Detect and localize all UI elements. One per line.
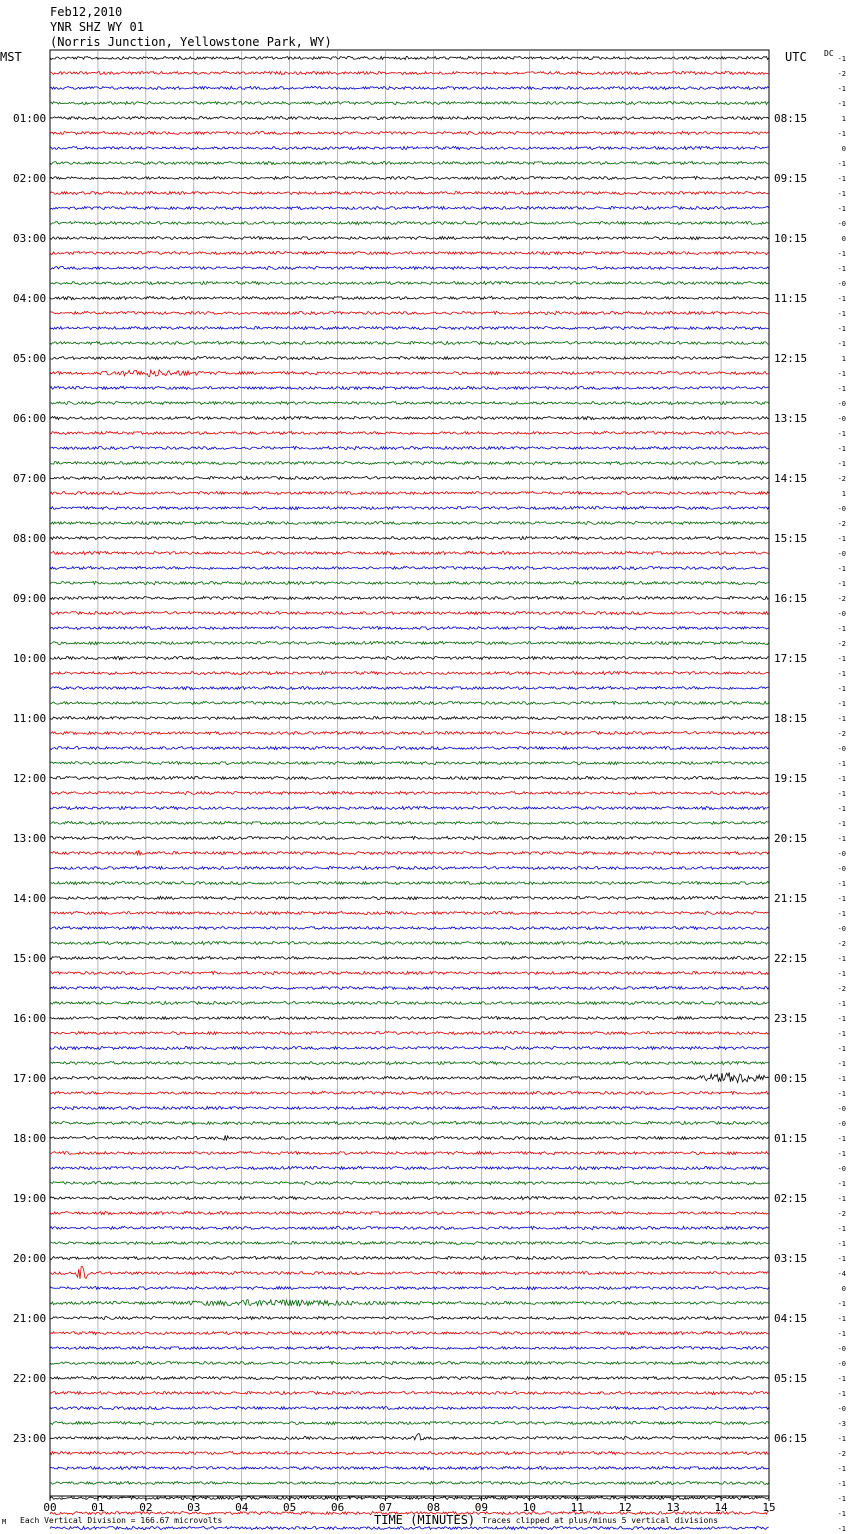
- seismic-trace: [50, 86, 769, 89]
- x-tick-label: 05: [283, 1501, 297, 1514]
- seismic-trace: [50, 1267, 769, 1279]
- left-hour-label: 06:00: [13, 412, 47, 425]
- dc-offset-label: -1: [837, 820, 846, 828]
- left-hour-label: 16:00: [13, 1012, 47, 1025]
- x-tick-label: 15: [762, 1501, 776, 1514]
- left-hour-label: 04:00: [13, 292, 47, 305]
- seismic-trace: [50, 836, 769, 839]
- x-tick-label: 06: [330, 1501, 345, 1514]
- seismic-trace: [50, 281, 769, 284]
- right-hour-label: 10:15: [774, 232, 808, 245]
- dc-offset-label: -0: [837, 1165, 846, 1173]
- right-hour-label: 18:15: [774, 712, 808, 725]
- left-hour-label: 01:00: [13, 112, 47, 125]
- dc-offset-label: -0: [837, 1120, 846, 1128]
- right-hour-label: 22:15: [774, 952, 808, 965]
- dc-offset-label: -0: [837, 550, 846, 558]
- x-tick-label: 14: [714, 1501, 728, 1514]
- dc-offset-label: -1: [837, 670, 846, 678]
- dc-offset-label: 1: [841, 490, 846, 498]
- left-hour-label: 10:00: [13, 652, 47, 665]
- left-hour-label: 02:00: [13, 172, 47, 185]
- seismic-trace: [50, 476, 769, 479]
- dc-offset-label: -1: [837, 535, 846, 543]
- dc-offset-label: -1: [837, 1435, 846, 1443]
- station-label: YNR SHZ WY 01: [50, 20, 144, 34]
- seismic-trace: [50, 1072, 769, 1082]
- seismic-trace: [50, 1061, 769, 1064]
- left-hour-label: 23:00: [13, 1432, 47, 1445]
- seismic-trace: [50, 986, 769, 989]
- seismic-trace: [50, 1451, 769, 1454]
- seismic-trace: [50, 1135, 769, 1140]
- seismic-trace: [50, 236, 769, 239]
- right-hour-label: 13:15: [774, 412, 808, 425]
- right-hour-label: 21:15: [774, 892, 808, 905]
- dc-offset-label: -1: [837, 910, 846, 918]
- dc-offset-label: -1: [837, 430, 846, 438]
- dc-offset-label: -1: [837, 1195, 846, 1203]
- seismic-trace: [50, 1406, 769, 1409]
- seismic-trace: [50, 536, 769, 539]
- clip-note: Traces clipped at plus/minus 5 vertical divisions: [482, 1516, 719, 1525]
- dc-offset-label: 1: [841, 115, 846, 123]
- seismic-trace: [50, 117, 769, 120]
- dc-offset-label: -1: [837, 1480, 846, 1488]
- x-tick-label: 03: [187, 1501, 201, 1514]
- seismic-trace: [50, 896, 769, 899]
- right-hour-label: 12:15: [774, 352, 808, 365]
- seismic-trace: [50, 716, 769, 719]
- seismic-trace: [50, 776, 769, 779]
- seismic-trace: [50, 296, 769, 299]
- seismic-trace: [50, 911, 769, 914]
- right-hour-label: 15:15: [774, 532, 808, 545]
- seismic-trace: [50, 1091, 769, 1094]
- seismic-trace: [50, 251, 769, 254]
- seismic-trace: [50, 1031, 769, 1034]
- x-tick-label: 01: [91, 1501, 105, 1514]
- dc-offset-label: -1: [837, 1390, 846, 1398]
- dc-offset-label: -1: [837, 1180, 846, 1188]
- seismic-trace: [50, 161, 769, 164]
- x-tick-label: 04: [235, 1501, 249, 1514]
- seismic-trace: [50, 401, 769, 404]
- dc-offset-label: -0: [837, 505, 846, 513]
- left-hour-label: 18:00: [13, 1132, 47, 1145]
- seismic-trace: [50, 191, 769, 194]
- dc-offset-label: -2: [837, 520, 846, 528]
- left-hour-label: 14:00: [13, 892, 47, 905]
- right-hour-label: 19:15: [774, 772, 808, 785]
- dc-offset-label: -1: [837, 55, 846, 63]
- right-hour-label: 20:15: [774, 832, 808, 845]
- seismic-trace: [50, 370, 769, 377]
- dc-offset-label: -1: [837, 310, 846, 318]
- seismic-trace: [50, 1481, 769, 1484]
- dc-offset-label: -1: [837, 445, 846, 453]
- dc-offset-label: 0: [841, 1285, 846, 1293]
- seismic-trace: [50, 311, 769, 314]
- footer-mark: M: [2, 1518, 7, 1526]
- x-tick-label: 09: [474, 1501, 489, 1514]
- seismic-trace: [50, 356, 769, 359]
- dc-offset-label: -0: [837, 280, 846, 288]
- dc-offset-label: -1: [837, 1255, 846, 1263]
- dc-offset-label: -0: [837, 1105, 846, 1113]
- dc-offset-label: -0: [837, 745, 846, 753]
- dc-offset-label: -1: [837, 790, 846, 798]
- x-tick-label: 13: [666, 1501, 680, 1514]
- date-label: Feb12,2010: [50, 5, 123, 19]
- seismic-trace: [50, 747, 769, 750]
- seismic-trace: [50, 806, 769, 809]
- dc-offset-label: -1: [837, 460, 846, 468]
- dc-offset-label: -0: [837, 1405, 846, 1413]
- dc-offset-label: -1: [837, 1015, 846, 1023]
- x-tick-label: 10: [522, 1501, 536, 1514]
- dc-offset-label: -0: [837, 400, 846, 408]
- right-hour-label: 00:15: [774, 1072, 808, 1085]
- seismic-trace: [50, 1241, 769, 1244]
- left-hour-label: 17:00: [13, 1072, 47, 1085]
- seismic-trace: [50, 1106, 769, 1109]
- dc-offset-label: -1: [837, 1090, 846, 1098]
- seismic-trace: [50, 1226, 769, 1229]
- location-label: (Norris Junction, Yellowstone Park, WY): [50, 35, 332, 49]
- seismic-trace: [50, 416, 769, 419]
- seismic-trace: [50, 506, 769, 509]
- dc-offset-label: -3: [837, 1420, 846, 1428]
- seismic-trace: [50, 446, 769, 449]
- seismic-trace: [50, 866, 769, 869]
- dc-offset-label: -1: [837, 805, 846, 813]
- left-hour-labels: [13, 112, 46, 1445]
- dc-offset-label: -2: [837, 595, 846, 603]
- dc-offset-label: -0: [837, 1345, 846, 1353]
- seismic-trace: [50, 551, 769, 554]
- right-hour-label: 01:15: [774, 1132, 808, 1145]
- dc-offset-label: -2: [837, 1450, 846, 1458]
- dc-offset-labels: [838, 55, 846, 1534]
- dc-offset-label: -1: [837, 955, 846, 963]
- dc-offset-label: -0: [837, 415, 846, 423]
- dc-offset-label: -2: [837, 475, 846, 483]
- dc-offset-label: -0: [837, 610, 846, 618]
- dc-offset-label: -1: [837, 325, 846, 333]
- seismic-trace: [50, 1286, 769, 1289]
- dc-offset-label: -2: [837, 1210, 846, 1218]
- dc-offset-label: -0: [837, 220, 846, 228]
- dc-offset-label: -4: [837, 1270, 846, 1278]
- dc-offset-label: -1: [837, 1300, 846, 1308]
- dc-offset-label: -1: [837, 250, 846, 258]
- seismic-trace: [50, 1466, 769, 1469]
- dc-offset-label: -0: [837, 850, 846, 858]
- seismic-trace: [50, 1421, 769, 1424]
- dc-offset-label: -1: [837, 685, 846, 693]
- dc-offset-label: -1: [837, 1000, 846, 1008]
- seismic-trace: [50, 686, 769, 689]
- dc-offset-label: -1: [837, 175, 846, 183]
- dc-offset-label: -1: [837, 205, 846, 213]
- dc-offset-label: -0: [837, 865, 846, 873]
- seismic-trace: [50, 341, 769, 344]
- left-hour-label: 20:00: [13, 1252, 47, 1265]
- right-hour-label: 02:15: [774, 1192, 808, 1205]
- trace-group: [50, 56, 769, 1534]
- seismic-trace: [50, 850, 769, 855]
- dc-offset-label: -1: [837, 340, 846, 348]
- seismic-trace: [50, 1300, 769, 1307]
- seismic-trace: [50, 626, 769, 629]
- seismic-trace: [50, 761, 769, 764]
- left-hour-label: 15:00: [13, 952, 47, 965]
- right-hour-label: 06:15: [774, 1432, 808, 1445]
- dc-offset-label: -1: [837, 1075, 846, 1083]
- dc-offset-label: -2: [837, 940, 846, 948]
- dc-offset-label: -1: [837, 85, 846, 93]
- dc-offset-label: -0: [837, 1360, 846, 1368]
- seismic-trace: [50, 1391, 769, 1394]
- left-hour-label: 12:00: [13, 772, 47, 785]
- dc-offset-label: 0: [841, 145, 846, 153]
- dc-offset-label: -1: [837, 1240, 846, 1248]
- right-hour-label: 14:15: [774, 472, 808, 485]
- dc-offset-label: -2: [837, 70, 846, 78]
- seismic-trace: [50, 611, 769, 614]
- right-hour-label: 23:15: [774, 1012, 808, 1025]
- seismic-trace: [50, 701, 769, 704]
- dc-offset-label: -2: [837, 640, 846, 648]
- dc-offset-label: -1: [837, 895, 846, 903]
- dc-offset-label: -1: [837, 1060, 846, 1068]
- dc-offset-label: -1: [837, 385, 846, 393]
- dc-offset-label: -2: [837, 985, 846, 993]
- right-hour-label: 03:15: [774, 1252, 808, 1265]
- left-hour-label: 21:00: [13, 1312, 47, 1325]
- x-tick-label: 08: [426, 1501, 441, 1514]
- seismic-trace: [50, 971, 769, 974]
- dc-offset-label: -1: [837, 1030, 846, 1038]
- seismic-trace: [50, 956, 769, 959]
- seismic-trace: [50, 491, 769, 494]
- left-hour-label: 13:00: [13, 832, 47, 845]
- dc-offset-label: -1: [837, 1375, 846, 1383]
- seismic-trace: [50, 1181, 769, 1184]
- seismic-trace: [50, 1331, 769, 1334]
- left-hour-label: 05:00: [13, 352, 47, 365]
- seismic-trace: [50, 791, 769, 794]
- dc-offset-label: -1: [837, 1510, 846, 1518]
- dc-offset-label: -1: [837, 775, 846, 783]
- seismic-trace: [50, 1211, 769, 1214]
- seismic-trace: [50, 821, 769, 824]
- seismic-trace: [50, 731, 769, 734]
- dc-offset-label: -1: [837, 760, 846, 768]
- dc-header: DC: [824, 49, 834, 58]
- seismic-trace: [50, 1001, 769, 1004]
- x-tick-label: 02: [139, 1501, 153, 1514]
- right-timezone: UTC: [785, 50, 807, 64]
- x-tick-label: 07: [378, 1501, 393, 1514]
- dc-offset-label: -1: [837, 1135, 846, 1143]
- seismic-trace: [50, 1016, 769, 1019]
- seismic-trace: [50, 71, 769, 74]
- right-hour-label: 17:15: [774, 652, 808, 665]
- seismic-trace: [50, 926, 769, 929]
- seismic-trace: [50, 206, 769, 209]
- seismic-trace: [50, 596, 769, 599]
- dc-offset-label: -1: [837, 370, 846, 378]
- dc-offset-label: -1: [837, 265, 846, 273]
- dc-offset-label: -2: [837, 730, 846, 738]
- dc-offset-label: -1: [837, 130, 846, 138]
- dc-offset-label: -1: [837, 1465, 846, 1473]
- seismic-trace: [50, 1434, 769, 1440]
- x-tick-label: 11: [570, 1501, 584, 1514]
- seismic-trace: [50, 1361, 769, 1364]
- dc-offset-label: -1: [837, 1045, 846, 1053]
- left-hour-label: 19:00: [13, 1192, 47, 1205]
- seismic-trace: [50, 431, 769, 434]
- dc-offset-label: -1: [837, 1495, 846, 1503]
- dc-offset-label: -1: [837, 625, 846, 633]
- dc-offset-label: -1: [837, 655, 846, 663]
- seismic-trace: [50, 1046, 769, 1049]
- dc-offset-label: -1: [837, 580, 846, 588]
- seismic-trace: [50, 222, 769, 225]
- seismic-trace: [50, 1166, 769, 1169]
- seismic-trace: [50, 266, 769, 269]
- seismic-trace: [50, 521, 769, 524]
- right-hour-label: 09:15: [774, 172, 808, 185]
- seismic-trace: [50, 566, 769, 569]
- seismic-trace: [50, 671, 769, 674]
- dc-offset-label: -1: [837, 1525, 846, 1533]
- right-hour-label: 16:15: [774, 592, 808, 605]
- dc-offset-label: -0: [837, 925, 846, 933]
- seismic-trace: [50, 386, 769, 389]
- left-timezone: MST: [0, 50, 22, 64]
- right-hour-label: 11:15: [774, 292, 808, 305]
- seismic-trace: [50, 1376, 769, 1379]
- seismic-trace: [50, 1151, 769, 1154]
- dc-offset-label: -1: [837, 1150, 846, 1158]
- dc-offset-label: 0: [841, 235, 846, 243]
- seismic-trace: [50, 101, 769, 104]
- left-hour-label: 09:00: [13, 592, 47, 605]
- dc-offset-label: -1: [837, 835, 846, 843]
- seismic-trace: [50, 656, 769, 659]
- seismic-trace: [50, 581, 769, 584]
- seismic-trace: [50, 461, 769, 464]
- seismic-trace: [50, 176, 769, 179]
- scale-note: Each Vertical Division = 166.67 microvolts: [20, 1516, 223, 1525]
- dc-offset-label: -1: [837, 880, 846, 888]
- seismic-trace: [50, 881, 769, 884]
- dc-offset-label: -1: [837, 565, 846, 573]
- right-hour-labels: [774, 112, 807, 1445]
- seismic-trace: [50, 1256, 769, 1259]
- dc-offset-label: -1: [837, 1225, 846, 1233]
- dc-offset-label: -1: [837, 970, 846, 978]
- dc-offset-label: 1: [841, 355, 846, 363]
- right-hour-label: 08:15: [774, 112, 808, 125]
- x-axis-label: TIME (MINUTES): [374, 1513, 476, 1527]
- seismic-trace: [50, 1316, 769, 1319]
- dc-offset-label: -1: [837, 100, 846, 108]
- seismic-trace: [50, 326, 769, 329]
- left-hour-label: 07:00: [13, 472, 47, 485]
- seismic-trace: [50, 131, 769, 134]
- x-tick-label: 00: [43, 1501, 57, 1514]
- seismic-trace: [50, 1196, 769, 1199]
- dc-offset-label: -1: [837, 190, 846, 198]
- seismic-trace: [50, 641, 769, 644]
- seismic-trace: [50, 941, 769, 944]
- left-hour-label: 08:00: [13, 532, 47, 545]
- dc-offset-label: -1: [837, 1315, 846, 1323]
- dc-offset-label: -1: [837, 715, 846, 723]
- dc-offset-label: -1: [837, 1330, 846, 1338]
- dc-offset-label: -1: [837, 295, 846, 303]
- dc-offset-label: -1: [837, 160, 846, 168]
- seismic-trace: [50, 1346, 769, 1349]
- left-hour-label: 03:00: [13, 232, 47, 245]
- seismic-trace: [50, 1121, 769, 1124]
- seismic-trace: [50, 146, 769, 149]
- seismic-trace: [50, 56, 769, 59]
- left-hour-label: 11:00: [13, 712, 47, 725]
- dc-offset-label: -1: [837, 700, 846, 708]
- right-hour-label: 05:15: [774, 1372, 808, 1385]
- x-tick-label: 12: [618, 1501, 632, 1514]
- right-hour-label: 04:15: [774, 1312, 808, 1325]
- left-hour-label: 22:00: [13, 1372, 47, 1385]
